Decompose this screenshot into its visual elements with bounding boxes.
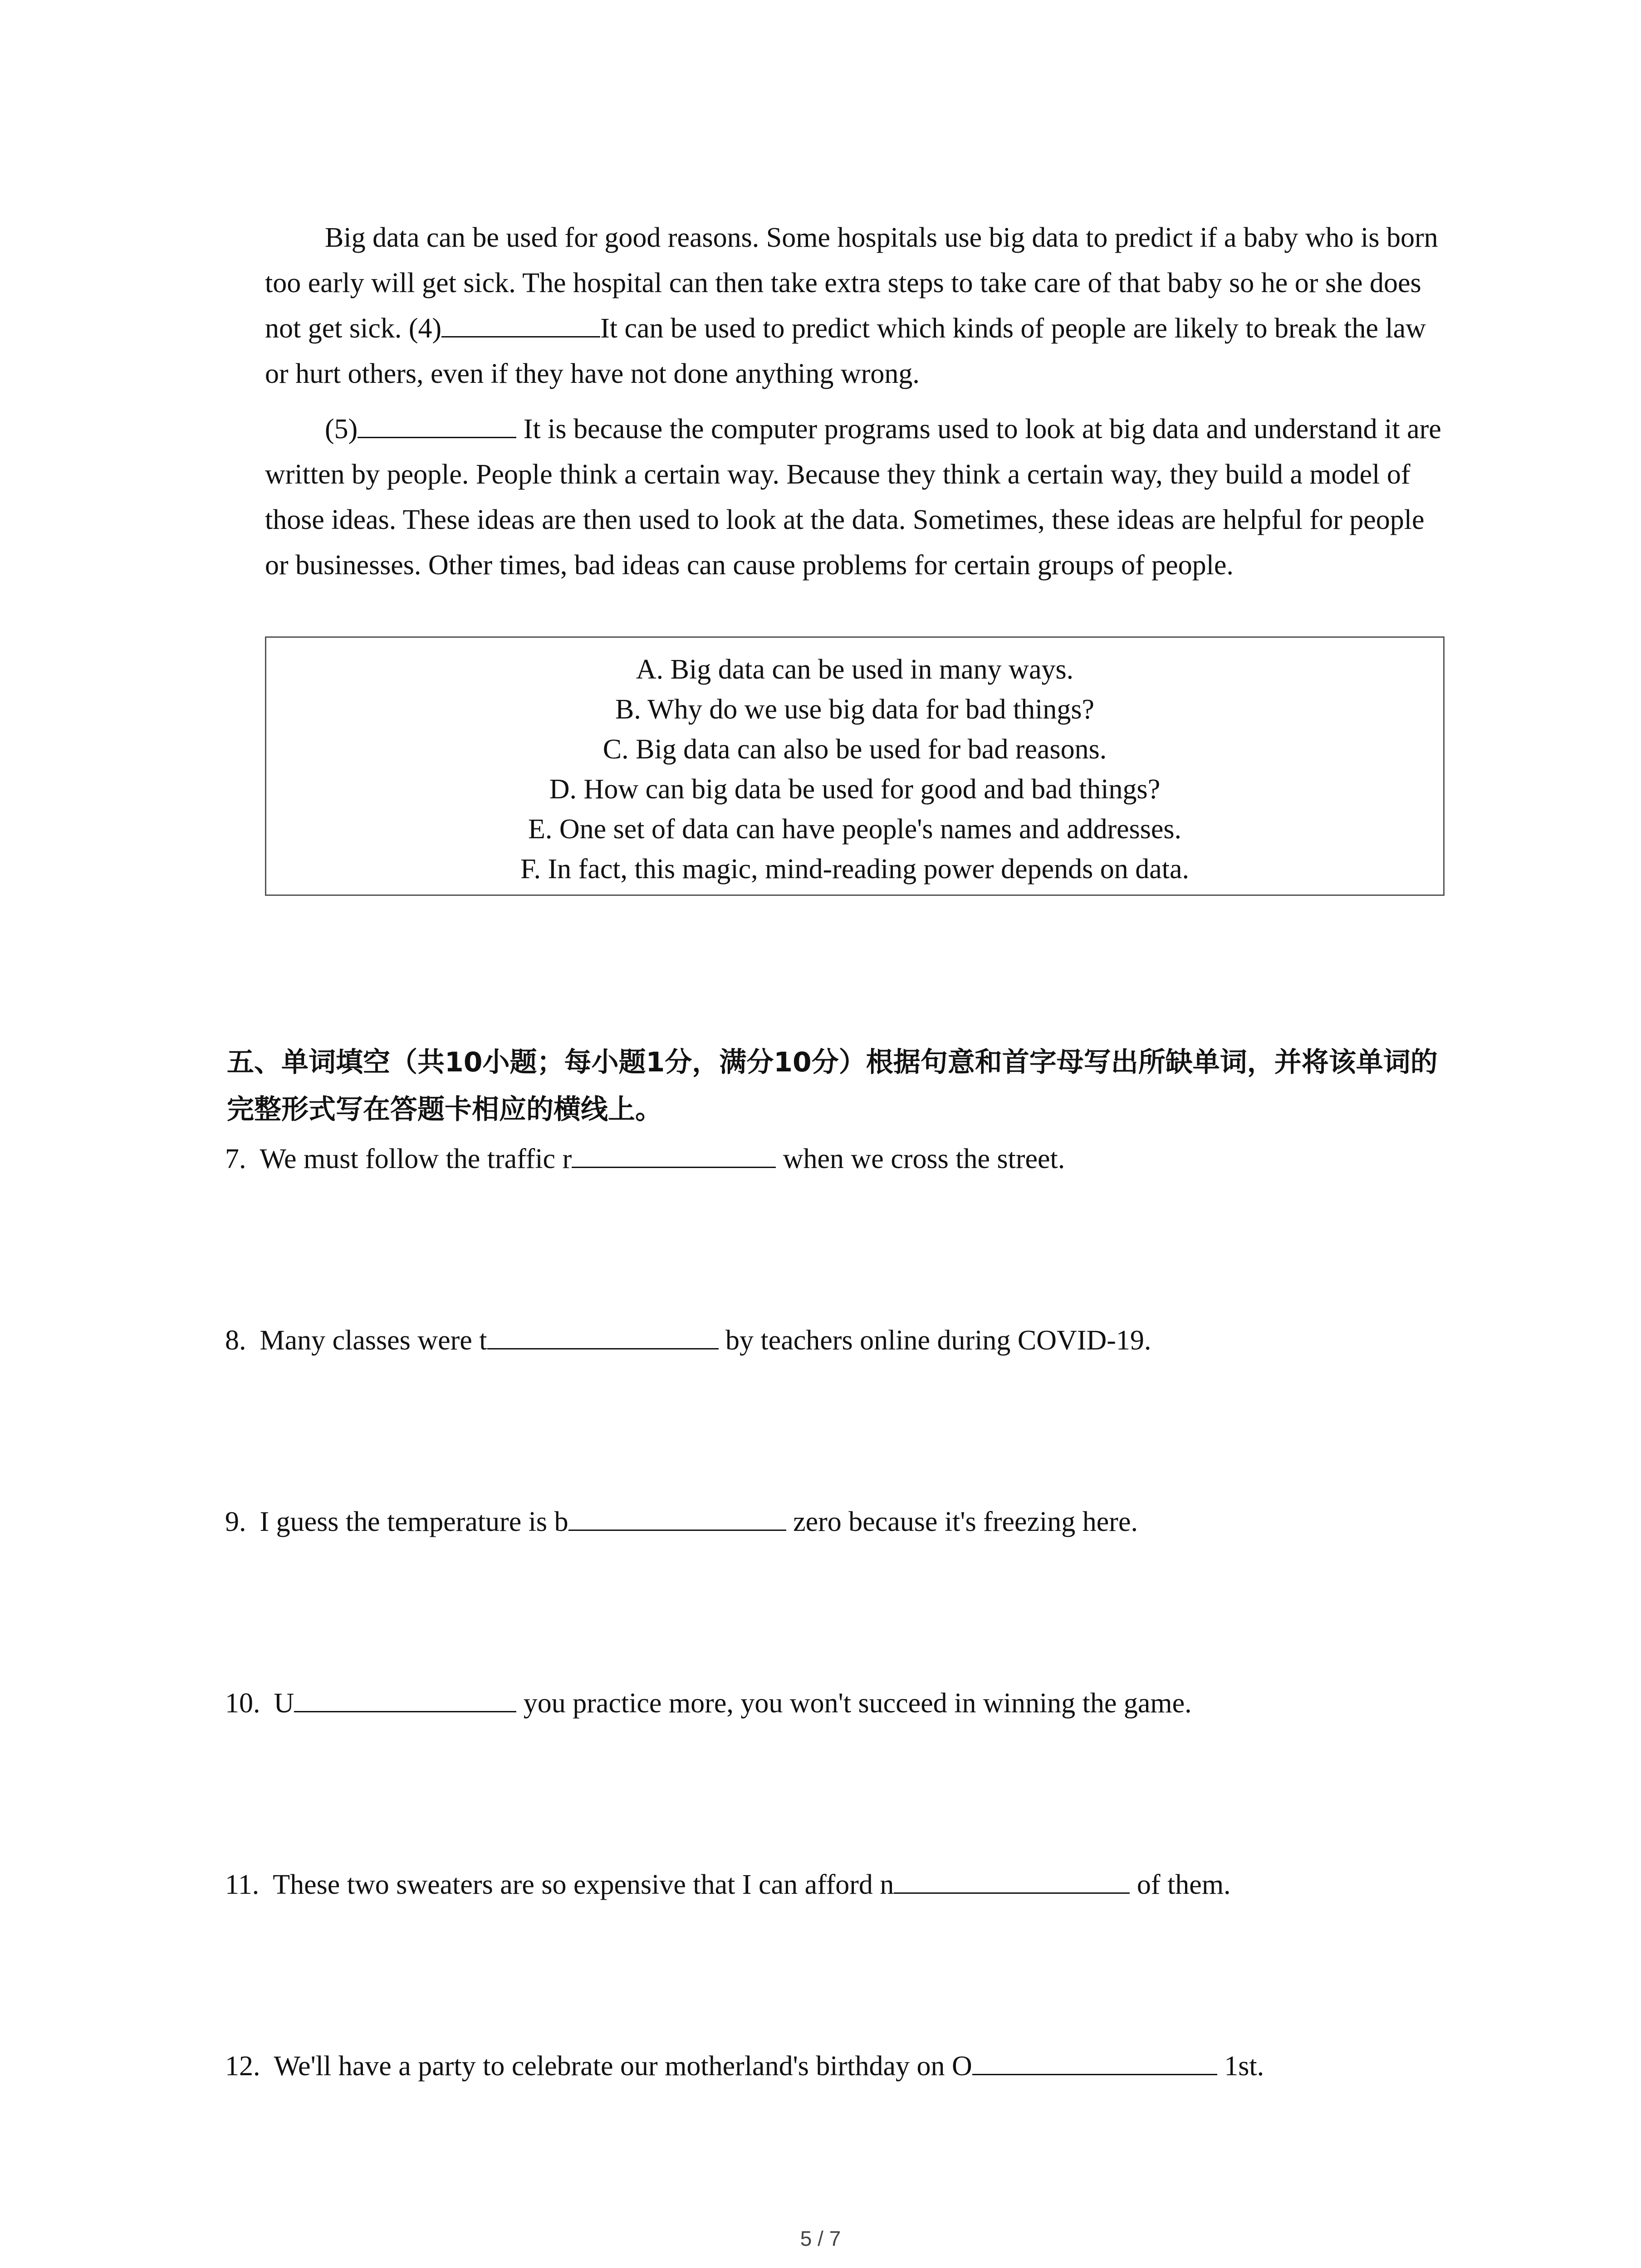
options-box: [265, 636, 1445, 896]
paragraph-2-text-before: (5): [325, 414, 358, 445]
question-number: 7.: [225, 1144, 246, 1174]
question-text-after: when we cross the street.: [776, 1144, 1065, 1174]
paragraph-1-text-after: It can be used to predict which kinds of people are likely to break the law or hurt others, even if they have not done anything wrong.: [265, 313, 1426, 389]
paragraph-1-text-before: Big data can be used for good reasons. Some hospitals use big data to predict if a baby who is born too early will get sick. The hospital can then take extra steps to take care of that baby so he or she does not get sick. (4): [265, 222, 1438, 344]
question-number: 9.: [225, 1506, 246, 1537]
answer-blank-4[interactable]: [441, 307, 600, 337]
question-text-before: I guess the temperature is b: [260, 1506, 568, 1537]
question-text-after: 1st.: [1217, 2051, 1264, 2082]
answer-blank-8[interactable]: [487, 1319, 719, 1349]
question-text-before: Many classes were t: [260, 1325, 487, 1356]
option-f: F. In fact, this magic, mind-reading power depends on data.: [520, 854, 1189, 885]
question-number: 12.: [225, 2051, 260, 2082]
question-number: 8.: [225, 1325, 246, 1356]
question-text-after: by teachers online during COVID-19.: [718, 1325, 1151, 1356]
question-number: 11.: [225, 1869, 260, 1900]
section-heading: 五、单词填空（共10小题；每小题1分，满分10分）根据句意和首字母写出所缺单词，并将该单词的完整形式写在答题卡相应的横线上。: [227, 1046, 1438, 1125]
answer-blank-9[interactable]: [568, 1501, 786, 1531]
answer-blank-12[interactable]: [972, 2045, 1217, 2075]
question-text-after: zero because it's freezing here.: [786, 1506, 1138, 1537]
question-11: [225, 1863, 1231, 1903]
answer-blank-11[interactable]: [894, 1863, 1130, 1894]
question-number: 10.: [225, 1688, 260, 1719]
question-text-before: U: [274, 1688, 294, 1719]
question-10: [225, 1682, 1192, 1721]
answer-blank-5[interactable]: [358, 408, 516, 438]
option-e: E. One set of data can have people's names and addresses.: [528, 814, 1182, 845]
question-text-before: We must follow the traffic r: [260, 1144, 572, 1174]
question-text-after: of them.: [1130, 1869, 1231, 1900]
question-text-before: These two sweaters are so expensive that I can afford n: [273, 1869, 894, 1900]
passage-paragraph-2: [265, 406, 1454, 588]
question-text-before: We'll have a party to celebrate our motherland's birthday on O: [274, 2051, 972, 2082]
question-12: [225, 2045, 1264, 2084]
option-c: C. Big data can also be used for bad reasons.: [603, 734, 1107, 765]
question-text-after: you practice more, you won't succeed in winning the game.: [516, 1688, 1192, 1719]
question-8: [225, 1319, 1151, 1359]
option-b: B. Why do we use big data for bad things?: [615, 694, 1095, 725]
question-9: [225, 1501, 1138, 1540]
answer-blank-10[interactable]: [294, 1682, 516, 1712]
option-d: D. How can big data be used for good and bad things?: [549, 774, 1161, 805]
option-a: A. Big data can be used in many ways.: [636, 654, 1074, 685]
question-7: [225, 1138, 1065, 1177]
answer-blank-7[interactable]: [572, 1138, 776, 1168]
passage-paragraph-1: [265, 215, 1454, 396]
page-number: 5 / 7: [800, 2227, 841, 2250]
paragraph-2-text-after: It is because the computer programs used to look at big data and understand it are written by people. People think a certain way. Because they think a certain way, they build a model of those ideas. These ideas are then used to look at the data. Sometimes, these ideas are helpful for people or businesses. Other times, bad ideas can cause problems for certain groups of people.: [265, 414, 1441, 581]
